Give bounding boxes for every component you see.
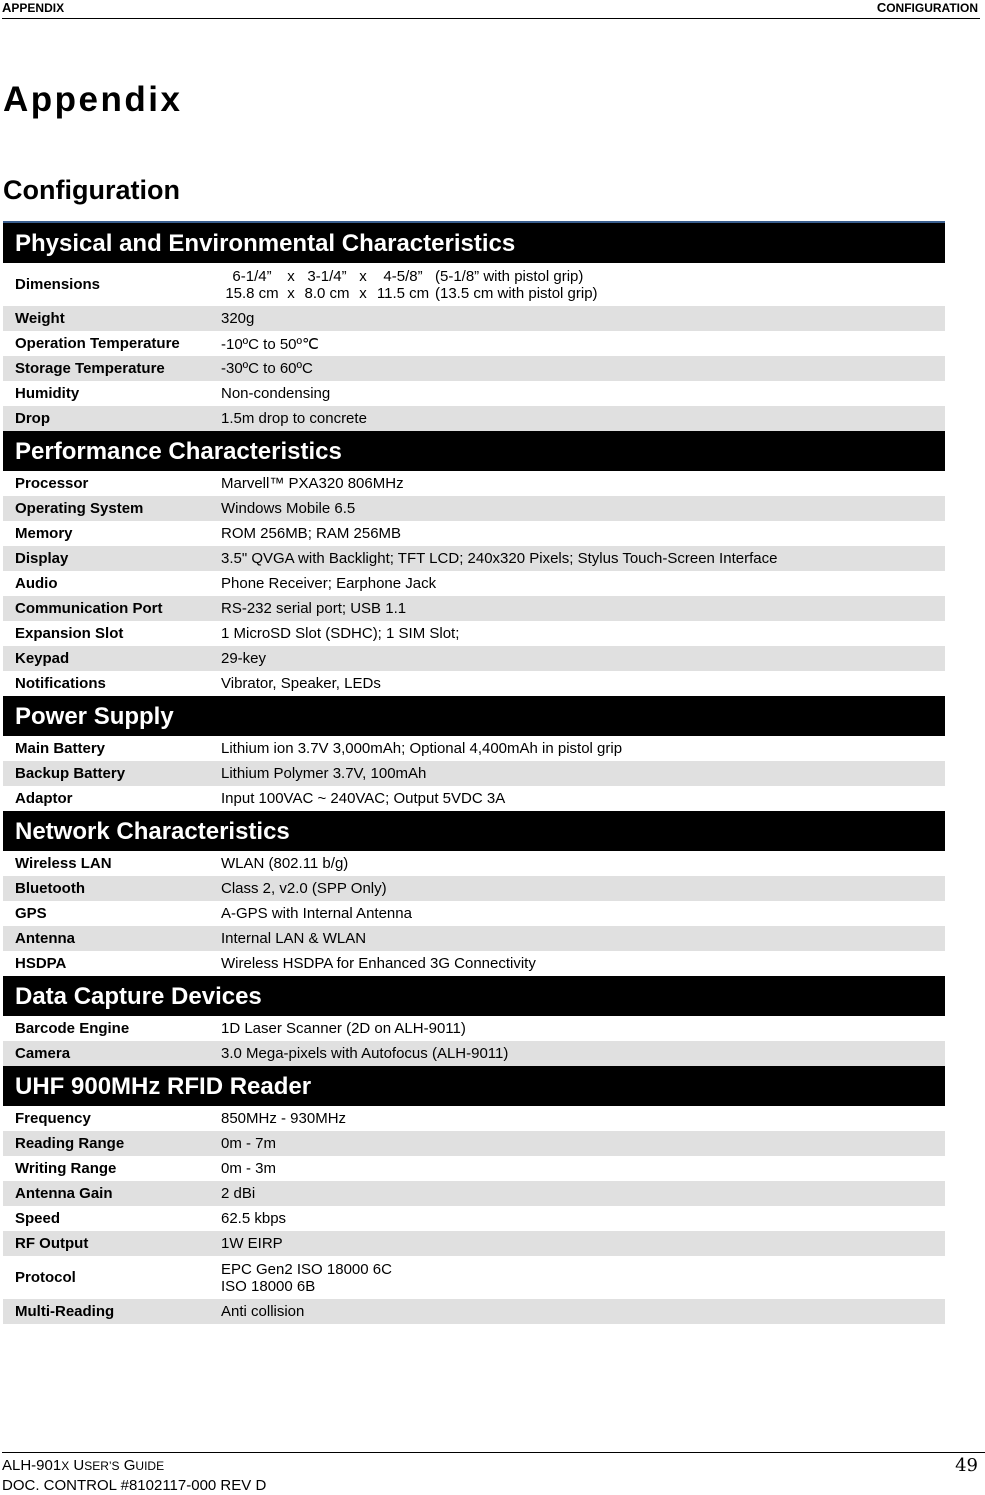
row-value: 3.0 Mega-pixels with Autofocus (ALH-9011) [221, 1045, 509, 1062]
table-row-protocol [3, 1256, 945, 1299]
row-value: 0m - 7m [221, 1135, 277, 1152]
row-label: Notifications [15, 675, 106, 692]
row-label: Operating System [15, 500, 144, 517]
row-value: Non-condensing [221, 385, 331, 402]
dim-cm-x1: x [287, 284, 295, 302]
table-row [3, 786, 945, 811]
row-label: Antenna [15, 930, 75, 947]
group-header-power: Power Supply [3, 696, 945, 736]
row-label: RF Output [15, 1235, 89, 1252]
group-header-capture: Data Capture Devices [3, 976, 945, 1016]
dim-cm-grip: (13.5 cm with pistol grip) [435, 284, 598, 302]
table-row [3, 496, 945, 521]
row-value: A-GPS with Internal Antenna [221, 905, 412, 922]
row-label: Keypad [15, 650, 70, 667]
appendix-title: Appendix [3, 80, 183, 119]
dim-in-grip: (5-1/8” with pistol grip) [435, 267, 584, 285]
dim-in-height: 4-5/8” [383, 267, 423, 285]
row-label: Reading Range [15, 1135, 125, 1152]
table-row [3, 901, 945, 926]
row-label: Operation Temperature [15, 335, 180, 352]
row-label: Audio [15, 575, 58, 592]
table-row [3, 356, 945, 381]
row-value: WLAN (802.11 b/g) [221, 855, 349, 872]
row-label: Speed [15, 1210, 61, 1227]
dim-cm-x2: x [359, 284, 367, 302]
table-row [3, 646, 945, 671]
row-label: Processor [15, 475, 89, 492]
protocol-value [221, 1261, 945, 1295]
dim-cm-length: 15.8 cm [225, 284, 279, 302]
table-row [3, 761, 945, 786]
header-chapter [2, 0, 64, 15]
row-value: Lithium Polymer 3.7V, 100mAh [221, 765, 427, 782]
table-row [3, 331, 945, 356]
row-label: Expansion Slot [15, 625, 124, 642]
row-value: Wireless HSDPA for Enhanced 3G Connectivity [221, 955, 536, 972]
row-label: Protocol [15, 1269, 76, 1286]
table-row [3, 951, 945, 976]
row-value: Input 100VAC ~ 240VAC; Output 5VDC 3A [221, 790, 506, 807]
table-row [3, 1181, 945, 1206]
header-section-rest: ONFIGURATION [886, 1, 978, 15]
guide-title-part: X [61, 1459, 70, 1473]
row-value: Anti collision [221, 1303, 305, 1320]
spec-table [3, 221, 945, 1324]
row-label: Frequency [15, 1110, 91, 1127]
table-row [3, 546, 945, 571]
row-value: RS-232 serial port; USB 1.1 [221, 600, 407, 617]
row-label: Communication Port [15, 600, 163, 617]
row-label: Wireless LAN [15, 855, 112, 872]
table-row [3, 471, 945, 496]
row-label: Humidity [15, 385, 80, 402]
row-value: 29-key [221, 650, 267, 667]
protocol-line-1: EPC Gen2 ISO 18000 6C [221, 1260, 392, 1278]
protocol-line-2: ISO 18000 6B [221, 1277, 316, 1295]
row-value: 62.5 kbps [221, 1210, 287, 1227]
table-row [3, 1106, 945, 1131]
row-value: 0m - 3m [221, 1160, 277, 1177]
row-label: Memory [15, 525, 73, 542]
row-value: 1D Laser Scanner (2D on ALH-9011) [221, 1020, 466, 1037]
row-label: Writing Range [15, 1160, 117, 1177]
table-row [3, 671, 945, 696]
row-label: GPS [15, 905, 47, 922]
row-value: 1W EIRP [221, 1235, 283, 1252]
running-header [2, 0, 980, 19]
table-row [3, 1016, 945, 1041]
row-label: HSDPA [15, 955, 67, 972]
table-row [3, 306, 945, 331]
table-row [3, 521, 945, 546]
group-header-performance: Performance Characteristics [3, 431, 945, 471]
group-header-network: Network Characteristics [3, 811, 945, 851]
dim-in-x2: x [359, 267, 367, 285]
group-header-rfid: UHF 900MHz RFID Reader [3, 1066, 945, 1106]
table-row [3, 876, 945, 901]
row-label: Adaptor [15, 790, 73, 807]
row-value: -30ºC to 60ºC [221, 360, 313, 377]
row-label: Barcode Engine [15, 1020, 130, 1037]
header-chapter-rest: PPENDIX [11, 1, 65, 15]
guide-title-part: UIDE [135, 1459, 165, 1473]
dim-cm-width: 8.0 cm [304, 284, 350, 302]
row-value: 320g [221, 310, 255, 327]
row-label: Storage Temperature [15, 360, 165, 377]
dim-cm-height: 11.5 cm [376, 284, 430, 302]
guide-title-part: U [69, 1457, 85, 1474]
row-value: 1 MicroSD Slot (SDHC); 1 SIM Slot; [221, 625, 460, 642]
row-value: 1.5m drop to concrete [221, 410, 367, 427]
table-row [3, 1231, 945, 1256]
doc-control: DOC. CONTROL #8102117-000 REV D [2, 1477, 267, 1494]
dim-in-width: 3-1/4” [307, 267, 347, 285]
row-label: Bluetooth [15, 880, 85, 897]
section-title: Configuration [3, 175, 180, 205]
row-label: Drop [15, 410, 50, 427]
footer [2, 1456, 266, 1495]
page-number: 49 [955, 1455, 978, 1476]
row-value: Class 2, v2.0 (SPP Only) [221, 880, 387, 897]
guide-title-part: G [119, 1457, 136, 1474]
group-header-physical: Physical and Environmental Characteristics [3, 223, 945, 263]
row-value: 850MHz - 930MHz [221, 1110, 347, 1127]
table-row [3, 926, 945, 951]
row-label: Main Battery [15, 740, 106, 757]
row-label: Display [15, 550, 69, 567]
row-label: Backup Battery [15, 765, 126, 782]
row-value: 2 dBi [221, 1185, 256, 1202]
row-value: Marvell™ PXA320 806MHz [221, 475, 404, 492]
table-row [3, 596, 945, 621]
table-row [3, 571, 945, 596]
table-row [3, 1131, 945, 1156]
dim-in-x1: x [287, 267, 295, 285]
table-row [3, 851, 945, 876]
row-value: 3.5" QVGA with Backlight; TFT LCD; 240x320 Pixels; Stylus Touch-Screen Interface [221, 550, 778, 567]
table-row [3, 1299, 945, 1324]
table-row [3, 406, 945, 431]
row-label: Multi-Reading [15, 1303, 115, 1320]
table-row [3, 381, 945, 406]
table-row [3, 1156, 945, 1181]
header-section-initial: C [876, 0, 887, 15]
row-value: Lithium ion 3.7V 3,000mAh; Optional 4,400mAh in pistol grip [221, 740, 623, 757]
table-row [3, 1041, 945, 1066]
guide-title-part: SER’S [84, 1459, 120, 1473]
table-row-dimensions [3, 263, 945, 306]
row-value: ROM 256MB; RAM 256MB [221, 525, 402, 542]
table-row [3, 621, 945, 646]
row-label: Camera [15, 1045, 71, 1062]
dim-in-length: 6-1/4” [232, 267, 272, 285]
row-label: Weight [15, 310, 65, 327]
row-value: Vibrator, Speaker, LEDs [221, 675, 381, 692]
dimensions-value [221, 268, 945, 302]
row-label: Antenna Gain [15, 1185, 113, 1202]
footer-divider [2, 1452, 985, 1453]
guide-title-part: ALH-901 [2, 1457, 62, 1474]
header-chapter-initial: A [2, 0, 12, 15]
row-label: Dimensions [15, 276, 101, 293]
table-row [3, 736, 945, 761]
guide-title [2, 1456, 266, 1476]
row-value: Windows Mobile 6.5 [221, 500, 356, 517]
table-row [3, 1206, 945, 1231]
row-value: Internal LAN & WLAN [221, 930, 367, 947]
row-value: -10ºC to 50º℃ [221, 335, 319, 353]
row-value: Phone Receiver; Earphone Jack [221, 575, 437, 592]
header-section [877, 0, 978, 15]
